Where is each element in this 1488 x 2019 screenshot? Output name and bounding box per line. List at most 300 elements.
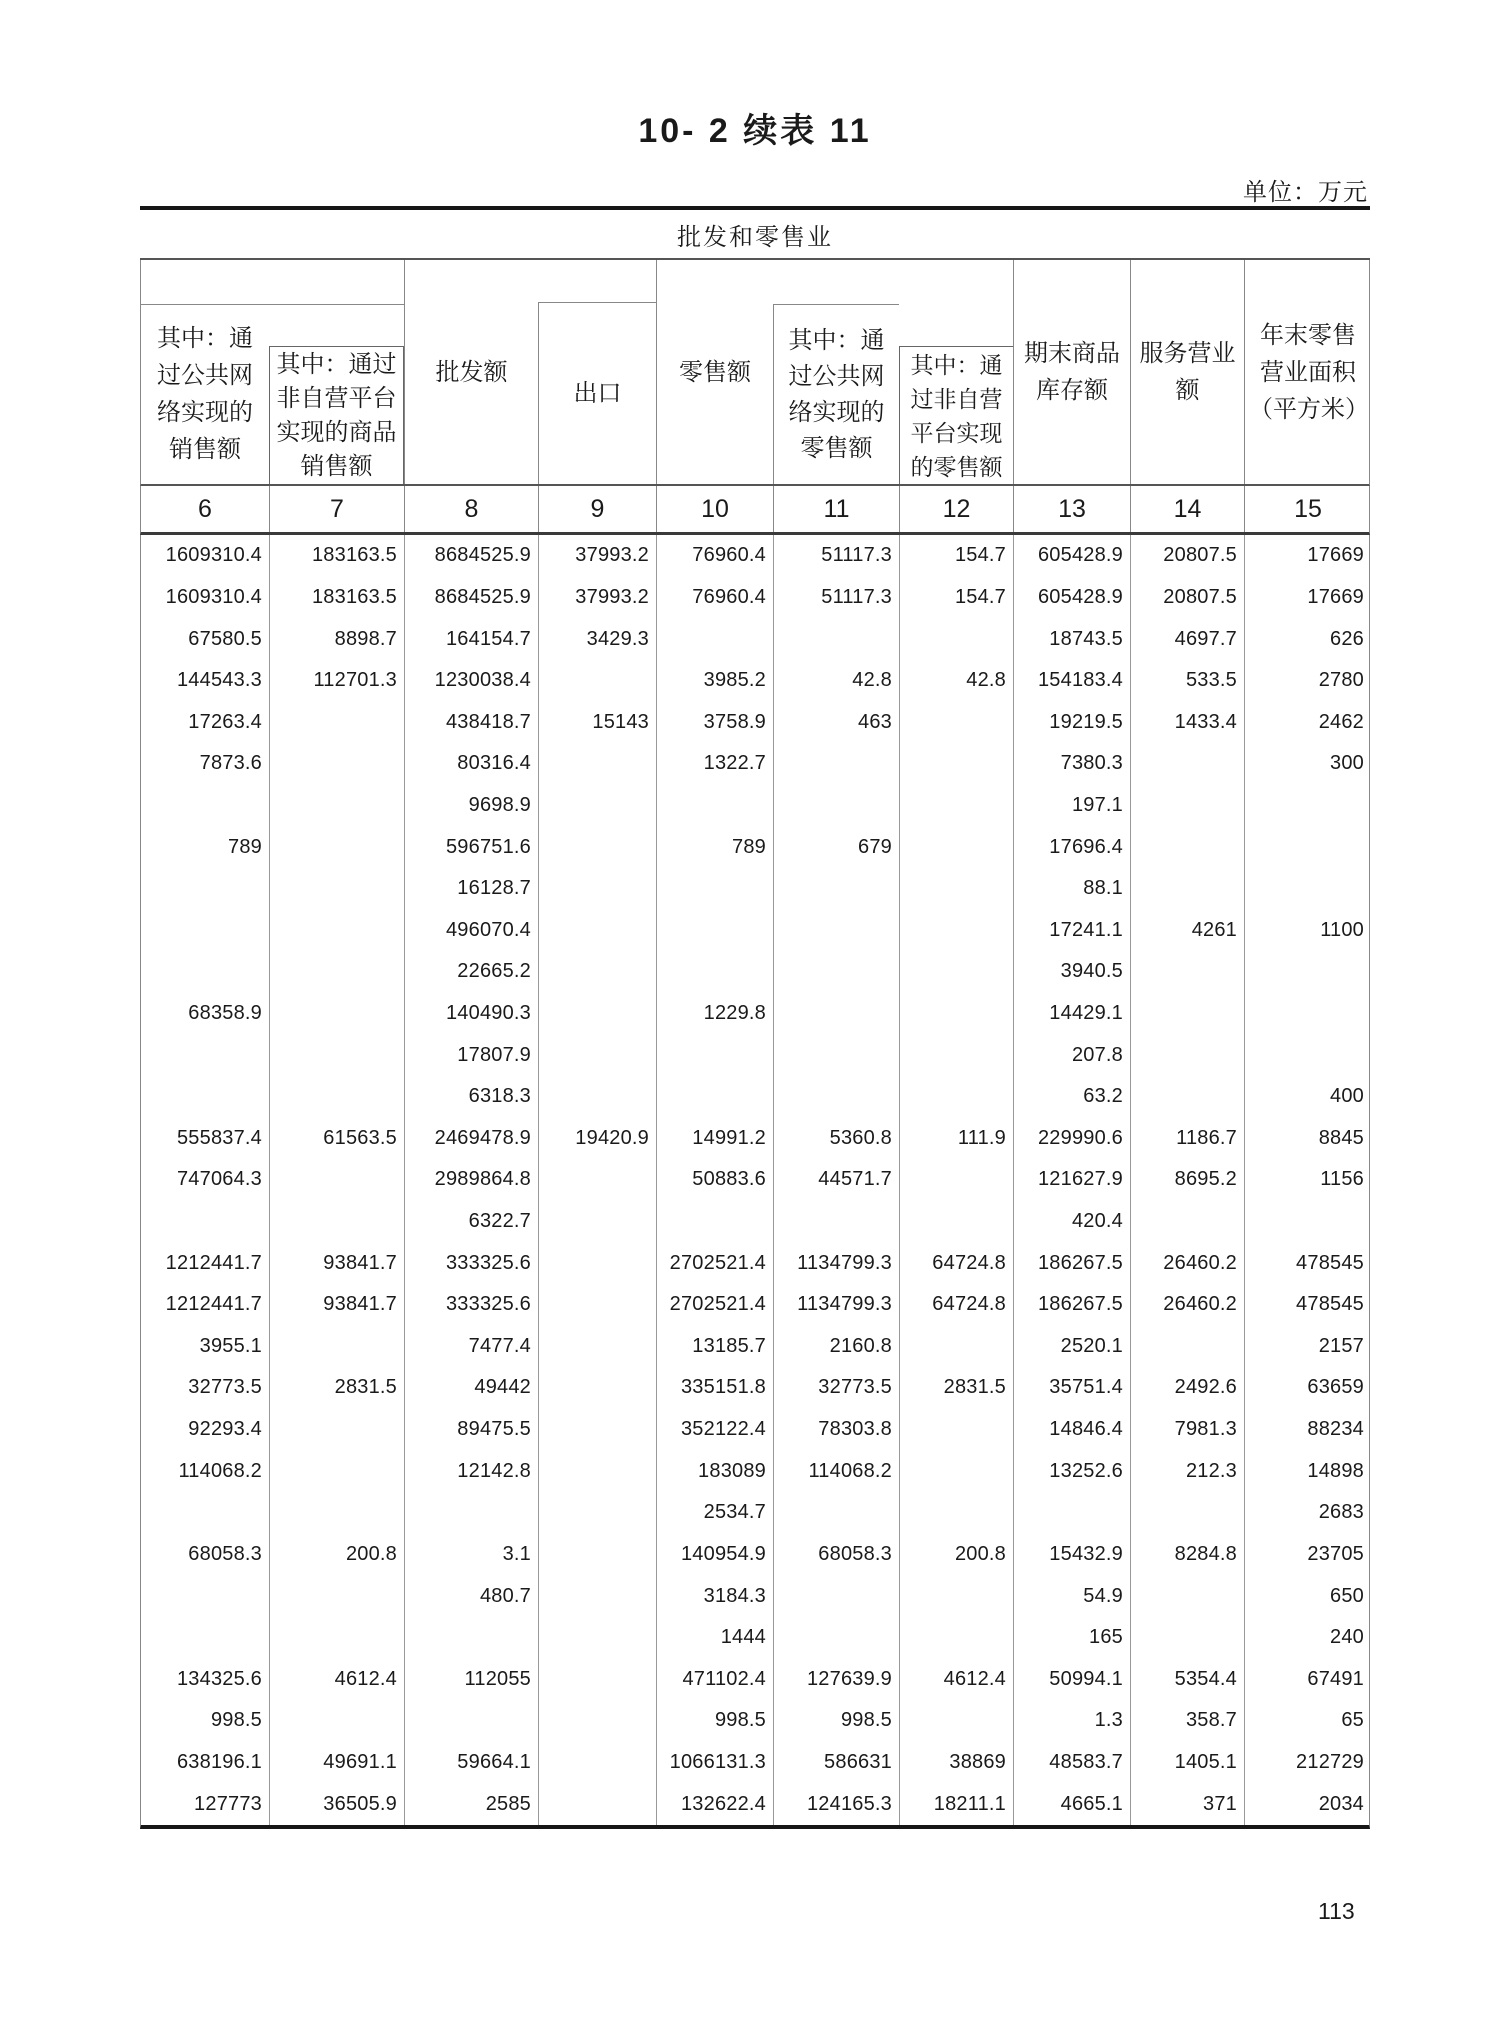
table-cell: 67580.5: [188, 627, 262, 650]
table-cell: 26460.2: [1130, 1242, 1244, 1284]
table-cell: 4261: [1130, 909, 1244, 951]
table-cell: [538, 1159, 656, 1201]
table-cell: 212729: [1244, 1742, 1371, 1784]
table-cell: [269, 1409, 404, 1451]
col-header-6: 其中：通过公共网络实现的销售额: [157, 325, 253, 463]
table-cell: [656, 1076, 773, 1118]
table-cell: 37993.2: [538, 535, 656, 577]
table-cell: [538, 1617, 656, 1659]
table-cell: 18211.1: [899, 1783, 1013, 1825]
table-cell: 63.2: [1013, 1076, 1130, 1118]
table-cell: 1186.7: [1130, 1118, 1244, 1160]
table-cell: 1229.8: [656, 993, 773, 1035]
table-cell: [1130, 826, 1244, 868]
table-cell: [538, 993, 656, 1035]
table-cell: 17807.9: [404, 1034, 538, 1076]
table-cell: 2831.5: [899, 1367, 1013, 1409]
table-cell: [538, 826, 656, 868]
table-cell: 207.8: [1013, 1034, 1130, 1076]
table-cell: [538, 1034, 656, 1076]
table-cell: 8684525.9: [404, 535, 538, 577]
table-cell: 3985.2: [656, 660, 773, 702]
table-cell: [899, 1409, 1013, 1451]
table-cell: 8845: [1244, 1118, 1371, 1160]
table-cell: [538, 1409, 656, 1451]
table-cell: 1609310.4: [165, 585, 262, 608]
table-cell: [656, 1201, 773, 1243]
table-cell: 14991.2: [656, 1118, 773, 1160]
table-cell: 2702521.4: [656, 1242, 773, 1284]
table-cell: 111.9: [899, 1118, 1013, 1160]
table-cell: [899, 618, 1013, 660]
column-number: 7: [269, 486, 404, 532]
table-cell: [1130, 1492, 1244, 1534]
table-cell: [1130, 785, 1244, 827]
table-cell: [1244, 868, 1371, 910]
table-cell: 533.5: [1130, 660, 1244, 702]
table-cell: [538, 1367, 656, 1409]
table-cell: [899, 1617, 1013, 1659]
table-cell: 19420.9: [538, 1118, 656, 1160]
table-cell: 1322.7: [656, 743, 773, 785]
table-cell: 124165.3: [773, 1783, 899, 1825]
table-cell: 37993.2: [538, 577, 656, 619]
table-cell: 6322.7: [404, 1201, 538, 1243]
table-cell: [1244, 951, 1371, 993]
table-cell: 5360.8: [773, 1118, 899, 1160]
table-cell: [1130, 1034, 1244, 1076]
table-cell: 2520.1: [1013, 1326, 1130, 1368]
table-cell: 335151.8: [656, 1367, 773, 1409]
table-cell: 44571.7: [773, 1159, 899, 1201]
table-cell: 13252.6: [1013, 1450, 1130, 1492]
table-cell: 605428.9: [1013, 577, 1130, 619]
column-number: 15: [1244, 486, 1371, 532]
table-cell: 49691.1: [269, 1742, 404, 1784]
table-cell: 51117.3: [773, 577, 899, 619]
table-cell: 89475.5: [404, 1409, 538, 1451]
column-number: 13: [1013, 486, 1130, 532]
table-cell: 2492.6: [1130, 1367, 1244, 1409]
table-cell: 16128.7: [404, 868, 538, 910]
table-cell: [269, 785, 404, 827]
table-cell: 478545: [1244, 1242, 1371, 1284]
table-cell: 59664.1: [404, 1742, 538, 1784]
table-cell: [538, 1575, 656, 1617]
table-cell: [538, 1076, 656, 1118]
table-cell: 2831.5: [269, 1367, 404, 1409]
table-cell: 7981.3: [1130, 1409, 1244, 1451]
table-cell: 36505.9: [269, 1783, 404, 1825]
table-cell: [404, 1492, 538, 1534]
table-cell: 480.7: [404, 1575, 538, 1617]
table-cell: 22665.2: [404, 951, 538, 993]
table-cell: 6318.3: [404, 1076, 538, 1118]
table-cell: 1230038.4: [404, 660, 538, 702]
table-cell: 7873.6: [199, 752, 262, 775]
table-cell: [1130, 951, 1244, 993]
table-cell: 1444: [656, 1617, 773, 1659]
table-cell: [141, 951, 269, 993]
table-cell: [538, 1242, 656, 1284]
table-cell: 14429.1: [1013, 993, 1130, 1035]
table-cell: [141, 1492, 269, 1534]
table-cell: [141, 1034, 269, 1076]
table-cell: [1244, 826, 1371, 868]
table-cell: [538, 1783, 656, 1825]
table-cell: 32773.5: [773, 1367, 899, 1409]
table-cell: 50994.1: [1013, 1658, 1130, 1700]
table-cell: [899, 951, 1013, 993]
table-cell: [538, 1534, 656, 1576]
table-cell: [1130, 1326, 1244, 1368]
table-cell: [1130, 993, 1244, 1035]
table-cell: [404, 1617, 538, 1659]
table-cell: 1212441.7: [165, 1293, 262, 1316]
table-cell: [538, 1700, 656, 1742]
table-cell: 67491: [1244, 1658, 1371, 1700]
table-cell: [538, 743, 656, 785]
table-cell: 17263.4: [188, 710, 262, 733]
table-cell: 650: [1244, 1575, 1371, 1617]
table-cell: [141, 1617, 269, 1659]
table-cell: [1130, 743, 1244, 785]
table-cell: 4612.4: [269, 1658, 404, 1700]
table-cell: [773, 1201, 899, 1243]
table-cell: 186267.5: [1013, 1242, 1130, 1284]
table-cell: [141, 785, 269, 827]
table-cell: 13185.7: [656, 1326, 773, 1368]
table-cell: 2585: [404, 1783, 538, 1825]
table-cell: 358.7: [1130, 1700, 1244, 1742]
table-cell: 1134799.3: [773, 1284, 899, 1326]
table-cell: 15143: [538, 701, 656, 743]
table-cell: [269, 909, 404, 951]
table-cell: 2780: [1244, 660, 1371, 702]
table-cell: 93841.7: [269, 1284, 404, 1326]
table-cell: [269, 1076, 404, 1118]
table-cell: 42.8: [773, 660, 899, 702]
table-cell: 747064.3: [176, 1168, 262, 1191]
table-cell: 114068.2: [178, 1459, 262, 1482]
table-cell: [773, 1034, 899, 1076]
table-cell: 154183.4: [1013, 660, 1130, 702]
table-cell: 3940.5: [1013, 951, 1130, 993]
table-cell: 80316.4: [404, 743, 538, 785]
table-cell: 7380.3: [1013, 743, 1130, 785]
table-cell: 114068.2: [773, 1450, 899, 1492]
table-cell: [538, 1284, 656, 1326]
table-cell: [141, 868, 269, 910]
table-cell: 50883.6: [656, 1159, 773, 1201]
table-cell: 164154.7: [404, 618, 538, 660]
table-cell: 68058.3: [773, 1534, 899, 1576]
table-cell: 20807.5: [1130, 535, 1244, 577]
table-cell: 596751.6: [404, 826, 538, 868]
table-cell: 127639.9: [773, 1658, 899, 1700]
table-cell: 165: [1013, 1617, 1130, 1659]
table-cell: 48583.7: [1013, 1742, 1130, 1784]
table-cell: [899, 701, 1013, 743]
table-cell: 76960.4: [656, 535, 773, 577]
table-cell: [269, 1034, 404, 1076]
table-cell: [269, 868, 404, 910]
table-cell: 1100: [1244, 909, 1371, 951]
table-cell: 2160.8: [773, 1326, 899, 1368]
table-cell: [538, 1658, 656, 1700]
table-cell: [269, 1159, 404, 1201]
column-number: 6: [198, 494, 212, 523]
table-cell: 2702521.4: [656, 1284, 773, 1326]
table-cell: 5354.4: [1130, 1658, 1244, 1700]
table-cell: 1609310.4: [165, 544, 262, 567]
column-number: 10: [656, 486, 773, 532]
table-cell: [538, 1450, 656, 1492]
table-cell: [656, 868, 773, 910]
table-cell: [899, 909, 1013, 951]
table-cell: 42.8: [899, 660, 1013, 702]
table-cell: [269, 826, 404, 868]
table-cell: [899, 993, 1013, 1035]
table-cell: 3758.9: [656, 701, 773, 743]
col-header-10: 零售额: [656, 260, 773, 484]
table-cell: [656, 909, 773, 951]
table-cell: 121627.9: [1013, 1159, 1130, 1201]
table-cell: [269, 1617, 404, 1659]
table-cell: 64724.8: [899, 1242, 1013, 1284]
table-cell: 240: [1244, 1617, 1371, 1659]
table-cell: [773, 868, 899, 910]
table-cell: 23705: [1244, 1534, 1371, 1576]
table-cell: 17669: [1244, 577, 1371, 619]
table-cell: [899, 1076, 1013, 1118]
table-cell: 35751.4: [1013, 1367, 1130, 1409]
table-cell: 127773: [194, 1792, 262, 1815]
table-cell: [269, 701, 404, 743]
table-cell: 140490.3: [404, 993, 538, 1035]
table: [140, 206, 1370, 1829]
table-cell: 586631: [773, 1742, 899, 1784]
table-cell: 154.7: [899, 577, 1013, 619]
table-cell: [899, 1326, 1013, 1368]
table-cell: 4665.1: [1013, 1783, 1130, 1825]
table-cell: [269, 993, 404, 1035]
table-cell: 186267.5: [1013, 1284, 1130, 1326]
table-cell: [269, 1700, 404, 1742]
table-cell: [899, 1700, 1013, 1742]
col-header-11: 其中：通过公共网络实现的零售额: [773, 304, 899, 484]
table-cell: 2462: [1244, 701, 1371, 743]
table-cell: 144543.3: [176, 669, 262, 692]
table-cell: 998.5: [656, 1700, 773, 1742]
column-number: 8: [404, 486, 538, 532]
table-cell: [773, 1575, 899, 1617]
table-cell: 183163.5: [269, 577, 404, 619]
table-cell: 54.9: [1013, 1575, 1130, 1617]
table-cell: 463: [773, 701, 899, 743]
table-cell: 998.5: [773, 1700, 899, 1742]
table-cell: [899, 1034, 1013, 1076]
header-band: [140, 260, 1370, 486]
col-header-15: 年末零售营业面积（平方米）: [1244, 260, 1371, 484]
column-number-row: [140, 486, 1370, 535]
table-cell: 88234: [1244, 1409, 1371, 1451]
table-cell: [1130, 1617, 1244, 1659]
table-cell: 64724.8: [899, 1284, 1013, 1326]
table-cell: 1433.4: [1130, 701, 1244, 743]
table-cell: 26460.2: [1130, 1284, 1244, 1326]
table-cell: 2989864.8: [404, 1159, 538, 1201]
table-cell: [538, 868, 656, 910]
unit-label: 单位：万元: [1243, 179, 1368, 206]
table-cell: 3.1: [404, 1534, 538, 1576]
table-cell: [773, 618, 899, 660]
table-cell: [899, 1159, 1013, 1201]
table-cell: 1134799.3: [773, 1242, 899, 1284]
table-cell: [899, 785, 1013, 827]
table-cell: [1244, 993, 1371, 1035]
table-cell: [538, 951, 656, 993]
table-cell: 555837.4: [176, 1126, 262, 1149]
col-header-8: 批发额: [404, 260, 538, 484]
table-cell: [899, 868, 1013, 910]
table-cell: [538, 660, 656, 702]
table-cell: 2683: [1244, 1492, 1371, 1534]
table-cell: 132622.4: [656, 1783, 773, 1825]
table-cell: 420.4: [1013, 1201, 1130, 1243]
table-cell: 2034: [1244, 1783, 1371, 1825]
table-cell: [269, 1492, 404, 1534]
table-cell: [773, 951, 899, 993]
table-cell: [1244, 1034, 1371, 1076]
table-cell: [1130, 1201, 1244, 1243]
table-cell: 8695.2: [1130, 1159, 1244, 1201]
table-cell: 17669: [1244, 535, 1371, 577]
table-cell: 212.3: [1130, 1450, 1244, 1492]
table-cell: 8898.7: [269, 618, 404, 660]
table-cell: 38869: [899, 1742, 1013, 1784]
page-number: 113: [1318, 1898, 1355, 1924]
table-cell: [899, 1201, 1013, 1243]
header-spacer: [141, 260, 404, 305]
data-grid: [140, 535, 1370, 1829]
table-cell: [141, 1201, 269, 1243]
column-number: 11: [773, 486, 899, 532]
table-cell: 2534.7: [656, 1492, 773, 1534]
table-cell: [899, 1492, 1013, 1534]
table-cell: 438418.7: [404, 701, 538, 743]
table-cell: 333325.6: [404, 1242, 538, 1284]
table-cell: 1405.1: [1130, 1742, 1244, 1784]
table-cell: 1066131.3: [656, 1742, 773, 1784]
table-cell: 88.1: [1013, 868, 1130, 910]
table-cell: 679: [773, 826, 899, 868]
table-cell: [1244, 1201, 1371, 1243]
table-cell: 51117.3: [773, 535, 899, 577]
table-cell: 3429.3: [538, 618, 656, 660]
table-cell: [656, 785, 773, 827]
table-cell: [269, 1575, 404, 1617]
table-cell: [141, 909, 269, 951]
table-cell: [269, 1450, 404, 1492]
table-cell: 333325.6: [404, 1284, 538, 1326]
table-cell: 496070.4: [404, 909, 538, 951]
table-cell: 19219.5: [1013, 701, 1130, 743]
table-cell: [269, 951, 404, 993]
table-cell: 1.3: [1013, 1700, 1130, 1742]
table-cell: 17241.1: [1013, 909, 1130, 951]
table-cell: 17696.4: [1013, 826, 1130, 868]
table-cell: 638196.1: [176, 1750, 262, 1773]
table-cell: [269, 1326, 404, 1368]
table-cell: 15432.9: [1013, 1534, 1130, 1576]
table-cell: [899, 826, 1013, 868]
table-cell: 352122.4: [656, 1409, 773, 1451]
table-cell: 134325.6: [176, 1667, 262, 1690]
table-cell: 3184.3: [656, 1575, 773, 1617]
table-cell: 3955.1: [199, 1334, 262, 1357]
table-cell: [538, 785, 656, 827]
table-cell: 626: [1244, 618, 1371, 660]
table-cell: 18743.5: [1013, 618, 1130, 660]
table-cell: [656, 951, 773, 993]
table-cell: [269, 743, 404, 785]
table-cell: 112701.3: [269, 660, 404, 702]
table-cell: 140954.9: [656, 1534, 773, 1576]
table-cell: [538, 1201, 656, 1243]
table-cell: [538, 1742, 656, 1784]
table-cell: [538, 1492, 656, 1534]
table-cell: 78303.8: [773, 1409, 899, 1451]
table-cell: 605428.9: [1013, 535, 1130, 577]
table-cell: [656, 618, 773, 660]
table-cell: 63659: [1244, 1367, 1371, 1409]
table-cell: 371: [1130, 1783, 1244, 1825]
table-cell: 4697.7: [1130, 618, 1244, 660]
column-number: 14: [1130, 486, 1244, 532]
table-cell: 1212441.7: [165, 1251, 262, 1274]
table-cell: 12142.8: [404, 1450, 538, 1492]
table-cell: 789: [228, 835, 262, 858]
table-cell: 2157: [1244, 1326, 1371, 1368]
table-cell: [773, 1617, 899, 1659]
table-cell: [899, 1575, 1013, 1617]
table-cell: 200.8: [269, 1534, 404, 1576]
col-header-13: 期末商品库存额: [1013, 260, 1130, 484]
table-cell: 197.1: [1013, 785, 1130, 827]
col-header-14: 服务营业额: [1130, 260, 1244, 484]
table-cell: 200.8: [899, 1534, 1013, 1576]
table-cell: 183163.5: [269, 535, 404, 577]
table-cell: 9698.9: [404, 785, 538, 827]
table-cell: 998.5: [210, 1709, 262, 1732]
table-cell: [1130, 1575, 1244, 1617]
table-cell: [773, 993, 899, 1035]
table-cell: 32773.5: [188, 1376, 262, 1399]
page-title: 10- 2 续表 11: [638, 112, 872, 150]
table-cell: [899, 1450, 1013, 1492]
table-cell: 68058.3: [188, 1542, 262, 1565]
table-cell: 300: [1244, 743, 1371, 785]
table-cell: 14898: [1244, 1450, 1371, 1492]
table-cell: 14846.4: [1013, 1409, 1130, 1451]
col-header-12: 其中：通过非自营平台实现的零售额: [899, 346, 1013, 484]
table-cell: 8284.8: [1130, 1534, 1244, 1576]
table-cell: 65: [1244, 1700, 1371, 1742]
table-cell: [538, 1326, 656, 1368]
col-header-7: 其中：通过非自营平台实现的商品销售额: [269, 346, 404, 484]
table-cell: 93841.7: [269, 1242, 404, 1284]
